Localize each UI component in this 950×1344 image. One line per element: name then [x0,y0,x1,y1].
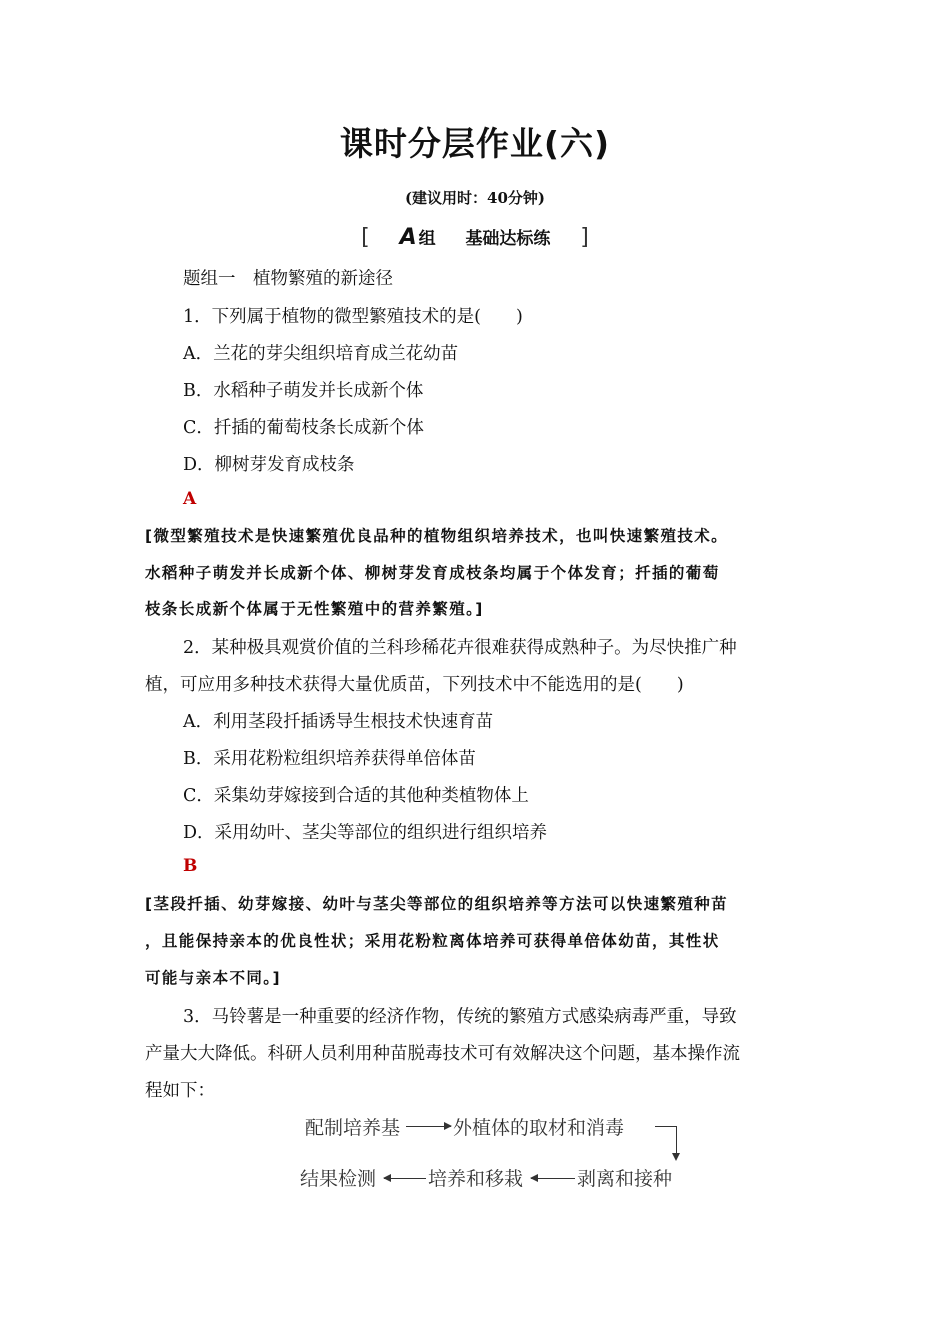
group-name: 基础达标练 [465,229,551,249]
q2-answer: B [183,856,198,876]
q1-explanation-line-2: 水稻种子萌发并长成新个体、柳树芽发育成枝条均属于个体发育；扦插的葡萄 [145,564,720,582]
arrow-left-icon [384,1178,426,1179]
flow-step-strip-inoculate: 剥离和接种 [577,1168,673,1190]
arrow-left-icon [531,1178,575,1179]
q2-option-d: D．采用幼叶、茎尖等部位的组织进行组织培养 [183,823,548,843]
q2-explanation-line-3: 可能与亲本不同。] [145,969,281,987]
connector-line [676,1126,677,1154]
q2-stem-line-2: 植，可应用多种技术获得大量优质苗，下列技术中不能选用的是( ) [145,675,684,695]
q3-stem-line-3: 程如下： [145,1081,215,1101]
flow-step-culture-transplant: 培养和移栽 [428,1168,524,1190]
flow-step-prepare-medium: 配制培养基 [305,1117,401,1139]
connector-line [655,1126,676,1127]
group-banner [0,224,950,250]
bracket-close: ] [580,225,589,250]
group-label: 组 [418,229,436,249]
q1-stem: 1．下列属于植物的微型繁殖技术的是( ) [183,307,523,327]
group-letter: A [399,225,417,250]
q1-option-c: C．扦插的葡萄枝条长成新个体 [183,418,424,438]
q2-option-c: C．采集幼芽嫁接到合适的其他种类植物体上 [183,786,529,806]
suggested-time: (建议用时：40分钟) [404,189,546,207]
q1-option-d: D．柳树芽发育成枝条 [183,455,355,475]
flow-step-explant-sterilize: 外植体的取材和消毒 [453,1117,625,1139]
q1-explanation-line-3: 枝条长成新个体属于无性繁殖中的营养繁殖。] [145,600,484,618]
q2-stem-line-1: 2．某种极具观赏价值的兰科珍稀花卉很难获得成熟种子。为尽快推广种 [183,638,737,658]
q1-option-b: B．水稻种子萌发并长成新个体 [183,381,424,401]
q2-option-a: A．利用茎段扦插诱导生根技术快速育苗 [183,712,494,732]
section-title: 题组一 植物繁殖的新途径 [183,269,393,289]
q2-explanation-line-2: ，且能保持亲本的优良性状；采用花粉粒离体培养可获得单倍体幼苗，其性状 [145,932,720,950]
flow-step-result-detect: 结果检测 [300,1168,377,1190]
q1-answer: A [183,489,197,509]
q2-option-b: B．采用花粉粒组织培养获得单倍体苗 [183,749,476,769]
q2-explanation-line-1: [茎段扦插、幼芽嫁接、幼叶与茎尖等部位的组织培养等方法可以快速繁殖种苗 [145,895,729,913]
q1-option-a: A．兰花的芽尖组织培育成兰花幼苗 [183,344,459,364]
bracket-open: [ [361,225,370,250]
page-title: 课时分层作业(六) [339,124,611,163]
arrow-right-icon [406,1126,451,1127]
q1-explanation-line-1: [微型繁殖技术是快速繁殖优良品种的植物组织培养技术，也叫快速繁殖技术。 [145,527,729,545]
q3-stem-line-1: 3．马铃薯是一种重要的经济作物，传统的繁殖方式感染病毒严重，导致 [183,1007,737,1027]
q3-stem-line-2: 产量大大降低。科研人员利用种苗脱毒技术可有效解决这个问题，基本操作流 [145,1044,740,1064]
arrow-down-icon [672,1153,680,1161]
